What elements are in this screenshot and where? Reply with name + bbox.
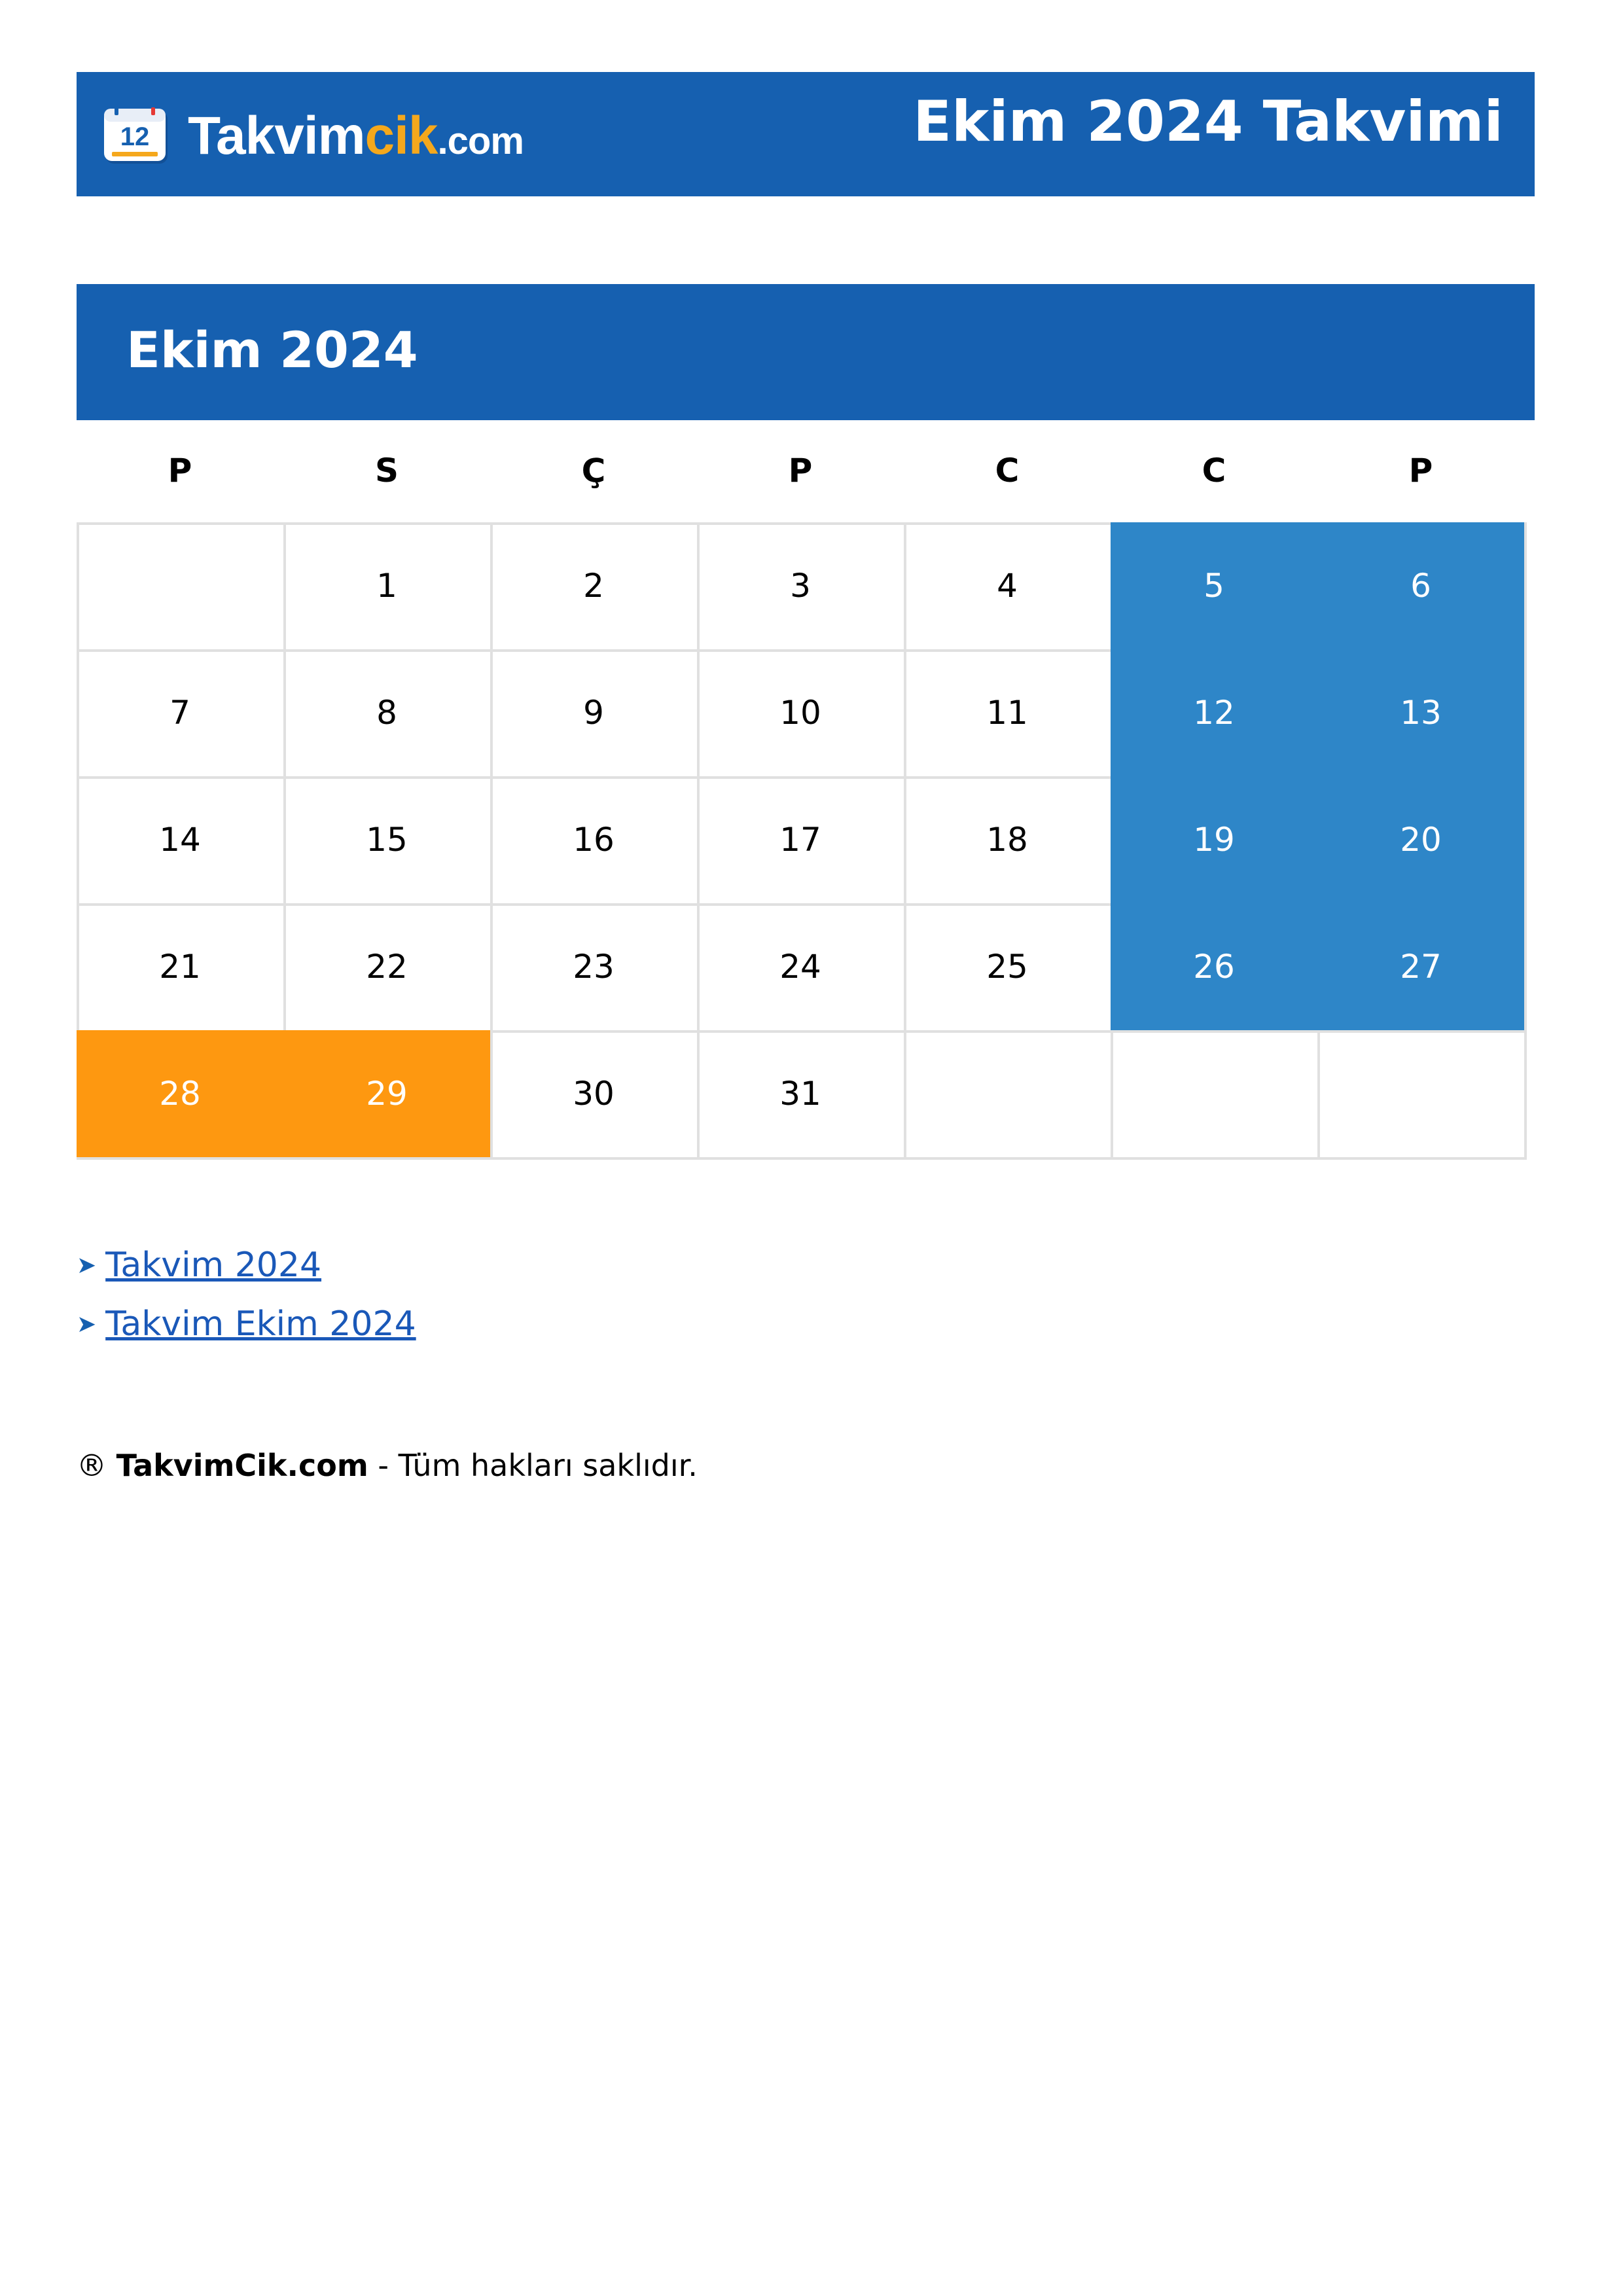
- weekday-label: Ç: [581, 452, 606, 490]
- empty-day-cell: [77, 522, 286, 652]
- weekday-label: S: [374, 452, 399, 490]
- site-logo[interactable]: [104, 105, 524, 167]
- link-takvim-ekim-2024[interactable]: Takvim Ekim 2024: [105, 1304, 416, 1344]
- footer-brand: TakvimCik.com: [116, 1448, 368, 1483]
- weekday-label: P: [788, 452, 813, 490]
- page-header: [77, 72, 1535, 196]
- related-links: [77, 1242, 416, 1360]
- day-cell[interactable]: 25: [904, 903, 1113, 1033]
- logo-wordmark: [188, 105, 524, 167]
- day-cell[interactable]: 6: [1317, 522, 1527, 652]
- link-row: [77, 1301, 416, 1347]
- day-cell[interactable]: 7: [77, 649, 286, 779]
- month-banner: [77, 284, 1535, 420]
- footer: [77, 1448, 698, 1483]
- day-cell[interactable]: 22: [283, 903, 493, 1033]
- link-row: [77, 1242, 416, 1288]
- day-cell[interactable]: 8: [283, 649, 493, 779]
- weekday-header-row: [77, 452, 1525, 491]
- day-cell[interactable]: 17: [697, 776, 906, 906]
- day-cell[interactable]: 3: [697, 522, 906, 652]
- day-cell[interactable]: 1: [283, 522, 493, 652]
- day-cell[interactable]: 24: [697, 903, 906, 1033]
- day-cell[interactable]: 23: [490, 903, 700, 1033]
- arrow-bullet-icon: ➤: [77, 1310, 97, 1338]
- logo-brand-domain: .com: [437, 119, 524, 162]
- day-cell[interactable]: 20: [1317, 776, 1527, 906]
- month-title: Ekim 2024: [126, 321, 418, 379]
- day-cell[interactable]: 21: [77, 903, 286, 1033]
- day-cell[interactable]: 30: [490, 1030, 700, 1160]
- day-cell[interactable]: 5: [1111, 522, 1320, 652]
- day-cell[interactable]: 4: [904, 522, 1113, 652]
- day-cell[interactable]: 13: [1317, 649, 1527, 779]
- day-cell[interactable]: 9: [490, 649, 700, 779]
- weekday-label: C: [1202, 452, 1226, 490]
- calendar-grid: [77, 522, 1525, 1160]
- day-cell[interactable]: 16: [490, 776, 700, 906]
- day-cell[interactable]: 29: [283, 1030, 493, 1160]
- weekday-label: C: [995, 452, 1020, 490]
- footer-text: - Tüm hakları saklıdır.: [378, 1448, 698, 1483]
- day-cell[interactable]: 2: [490, 522, 700, 652]
- day-cell[interactable]: 26: [1111, 903, 1320, 1033]
- empty-day-cell: [904, 1030, 1113, 1160]
- weekday-label: P: [1408, 452, 1433, 490]
- empty-day-cell: [1111, 1030, 1320, 1160]
- day-cell[interactable]: 10: [697, 649, 906, 779]
- weekday-label: P: [168, 452, 192, 490]
- day-cell[interactable]: 12: [1111, 649, 1320, 779]
- day-cell[interactable]: 18: [904, 776, 1113, 906]
- day-cell[interactable]: 11: [904, 649, 1113, 779]
- registered-symbol: ®: [77, 1448, 107, 1483]
- empty-day-cell: [1317, 1030, 1527, 1160]
- day-cell[interactable]: 19: [1111, 776, 1320, 906]
- day-cell[interactable]: 15: [283, 776, 493, 906]
- day-cell[interactable]: 14: [77, 776, 286, 906]
- day-cell[interactable]: 28: [77, 1030, 286, 1160]
- logo-brand-highlight: cik: [365, 105, 438, 166]
- day-cell[interactable]: 27: [1317, 903, 1527, 1033]
- logo-brand-main: Takvim: [188, 105, 365, 166]
- calendar-logo-icon: [104, 107, 169, 165]
- day-cell[interactable]: 31: [697, 1030, 906, 1160]
- logo-icon-number: 12: [120, 122, 150, 151]
- page-title: Ekim 2024 Takvimi: [913, 89, 1503, 154]
- link-takvim-2024[interactable]: Takvim 2024: [105, 1246, 322, 1285]
- arrow-bullet-icon: ➤: [77, 1251, 97, 1279]
